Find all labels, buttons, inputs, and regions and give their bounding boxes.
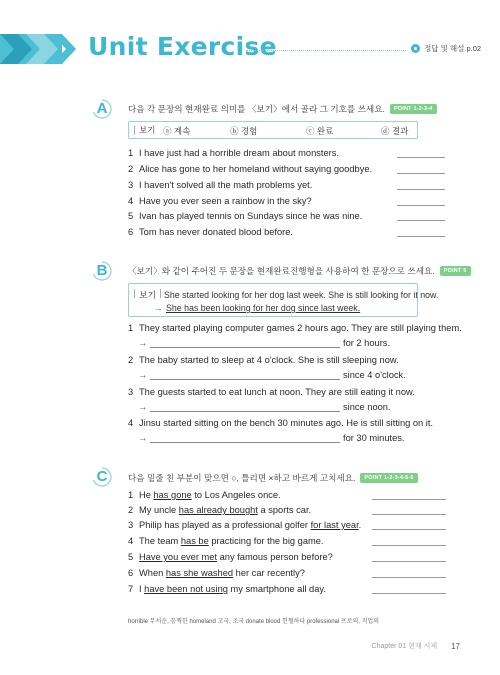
- question: 4 Jinsu started sitting on the bench 30 minutes ago. He is still sitting on it.: [128, 418, 434, 428]
- answer-blank[interactable]: [150, 434, 340, 443]
- page-footer: [372, 641, 460, 651]
- section-letter: C: [96, 468, 108, 485]
- answer-blank[interactable]: [372, 514, 446, 515]
- instruction-text: 다음 밑줄 친 부분이 맞으면 ○, 틀리면 ×하고 바르게 고치세요.: [128, 473, 356, 483]
- example-row: [154, 303, 360, 313]
- point-tag: POINT 5: [440, 266, 471, 276]
- chapter-label: Chapter 01 현재 시제: [371, 643, 438, 650]
- answer-reference: [411, 43, 481, 54]
- arrow-icon: →: [138, 402, 148, 412]
- arrow-icon: →: [154, 303, 163, 313]
- question: 3 Philip has played as a professional golfer for last year.: [128, 520, 362, 530]
- answer-blank[interactable]: [397, 189, 445, 190]
- answer-blank[interactable]: [397, 173, 445, 174]
- question: 3 The guests started to eat lunch at noon. They are still eating it now.: [128, 387, 415, 397]
- example-row: [134, 288, 438, 301]
- arrow-icon: →: [138, 370, 148, 380]
- page-header: [0, 30, 500, 66]
- title-divider: [246, 50, 406, 51]
- instruction-text: 다음 각 문장의 현재완료 의미를 〈보기〉에서 골라 그 기호를 쓰세요.: [128, 104, 385, 114]
- section-badge: [92, 99, 112, 119]
- answer-blank[interactable]: [150, 339, 340, 348]
- example-sentence: She started looking for her dog last week. She is still looking for it now.: [164, 290, 439, 300]
- option: ⓓ 결과: [381, 126, 409, 136]
- option: ⓐ 계속: [163, 126, 191, 136]
- section-badge: [92, 261, 112, 281]
- question: 1 He has gone to Los Angeles once.: [128, 490, 281, 500]
- divider: [134, 289, 135, 298]
- answer-blank[interactable]: [372, 577, 446, 578]
- page-number: 17: [451, 641, 460, 651]
- instruction-text: 〈보기〉와 같이 주어진 두 문장을 현재완료진행형을 사용하여 한 문장으로 쓰세요.: [128, 266, 435, 276]
- section-letter: B: [96, 262, 108, 279]
- answer-blank[interactable]: [372, 545, 446, 546]
- question: 1 I have just had a horrible dream about monsters.: [128, 148, 339, 158]
- answer-row: → for 30 minutes.: [138, 433, 405, 443]
- option: ⓒ 완료: [306, 126, 334, 136]
- arrow-icon: →: [138, 433, 148, 443]
- example-label: 보기: [139, 125, 156, 135]
- example-box: [128, 121, 418, 139]
- example-answer: She has been looking for her dog since last week.: [166, 303, 361, 313]
- instruction: [128, 265, 471, 277]
- question: 2 The baby started to sleep at 4 o'clock. She is still sleeping now.: [128, 355, 399, 365]
- question: 4 Have you ever seen a rainbow in the sky?: [128, 196, 312, 206]
- question: 6 Tom has never donated blood before.: [128, 227, 294, 237]
- instruction: [128, 472, 418, 484]
- answer-reference-text: 정답 및 해설 p.02: [424, 44, 482, 53]
- question: 7 I have been not using my smartphone all day.: [128, 584, 326, 594]
- question: 3 I haven't solved all the math problems yet.: [128, 180, 313, 190]
- page-title: Unit Exercise: [88, 32, 277, 61]
- question: 5 Ivan has played tennis on Sundays since he was nine.: [128, 211, 363, 221]
- answer-blank[interactable]: [397, 205, 445, 206]
- answer-blank[interactable]: [372, 593, 446, 594]
- point-tag: POINT 1-2-3-4-5-6: [360, 473, 417, 483]
- answer-blank[interactable]: [372, 529, 446, 530]
- point-tag: POINT 1-2-3-4: [390, 104, 437, 114]
- vocabulary-note: horrible 무서운, 끔찍한 homeland 고국, 조국 donate blood 헌혈하다 professional 프로의, 직업의: [128, 619, 380, 625]
- divider: [160, 289, 161, 298]
- question: 2 My uncle has already bought a sports car.: [128, 505, 312, 515]
- example-box: [128, 283, 439, 317]
- header-decoration-icon: [0, 34, 80, 64]
- answer-blank[interactable]: [372, 499, 446, 500]
- answer-blank[interactable]: [150, 371, 340, 380]
- answer-blank[interactable]: [397, 236, 445, 237]
- divider: [134, 126, 135, 135]
- answer-blank[interactable]: [397, 157, 445, 158]
- question: 6 When has she washed her car recently?: [128, 568, 305, 578]
- arrow-icon: →: [138, 338, 148, 348]
- example-label: 보기: [139, 290, 156, 300]
- option: ⓑ 경험: [230, 126, 258, 136]
- question: 2 Alice has gone to her homeland without saying goodbye.: [128, 164, 373, 174]
- question: 1 They started playing computer games 2 hours ago. They are still playing them.: [128, 323, 462, 333]
- question: 4 The team has be practicing for the big game.: [128, 536, 324, 546]
- bullet-icon: [411, 44, 420, 53]
- answer-row: → for 2 hours.: [138, 338, 391, 348]
- answer-row: → since noon.: [138, 402, 391, 412]
- answer-blank[interactable]: [150, 403, 340, 412]
- section-badge: [92, 467, 112, 487]
- answer-row: → since 4 o'clock.: [138, 370, 406, 380]
- question: 5 Have you ever met any famous person before?: [128, 552, 333, 562]
- instruction: [128, 103, 437, 115]
- answer-blank[interactable]: [397, 220, 445, 221]
- answer-blank[interactable]: [372, 561, 446, 562]
- section-letter: A: [96, 100, 108, 117]
